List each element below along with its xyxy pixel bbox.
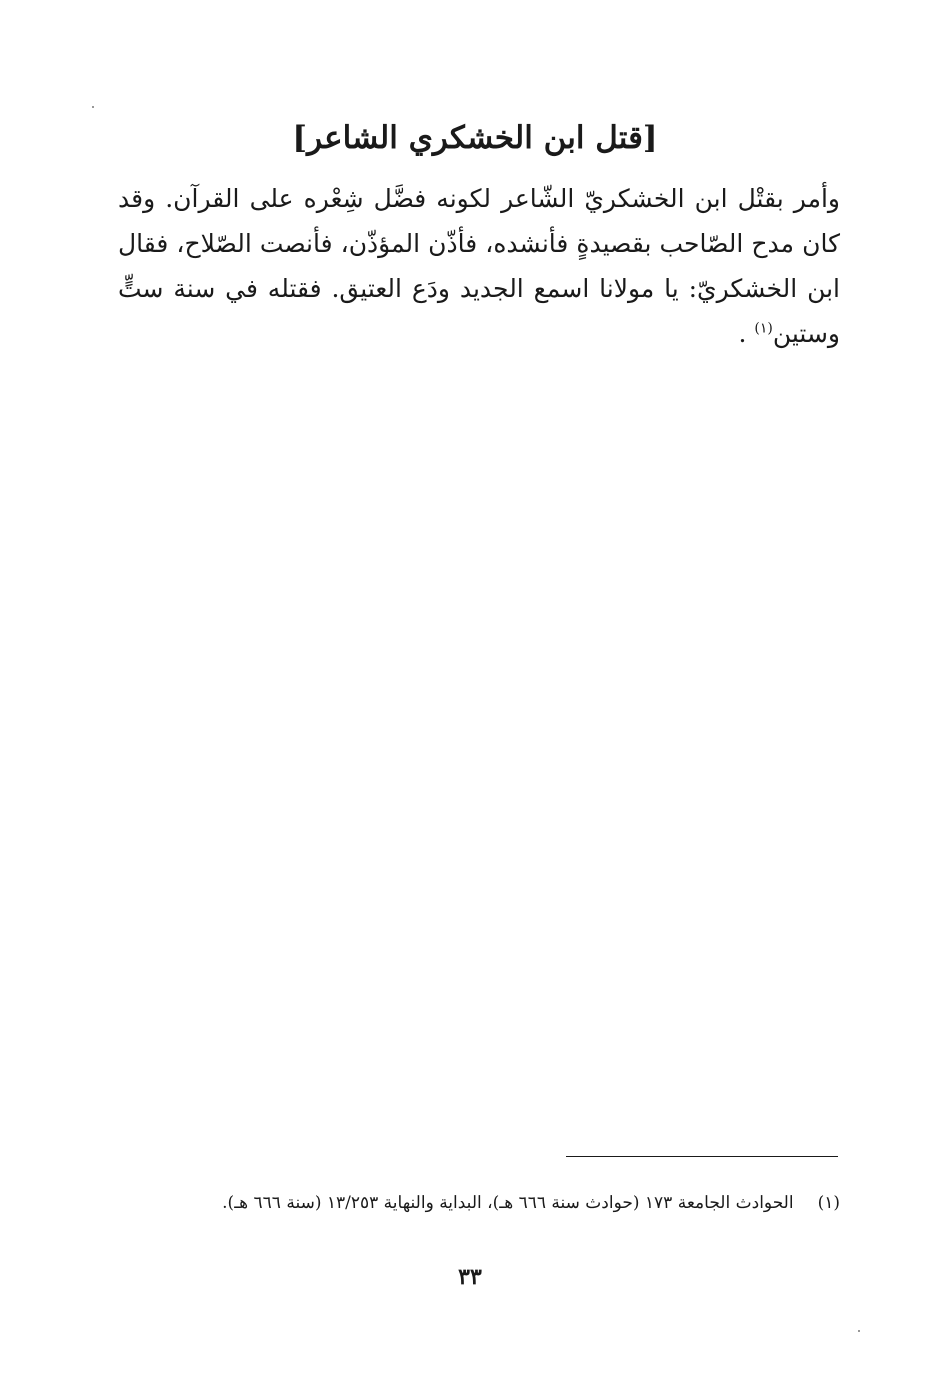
page-number: ٣٣	[458, 1264, 482, 1290]
body-text: وأمر بقتْل ابن الخشكريّ الشّاعر لكونه فضَّل شِعْره على القرآن. وقد كان مدح الصّاحب بقصيدةٍ فأنشده، فأذّن المؤذّن، فأنصت الصّلاح، فقال ابن الخشكريّ: يا مولانا اسمع الجديد ودَع العتيق. فقتله في سنة ستٍّ وستين	[118, 184, 840, 348]
footnote	[100, 1190, 840, 1216]
scan-speck	[858, 1330, 860, 1332]
scan-speck	[92, 106, 94, 108]
section-heading: [قتل ابن الخشكري الشاعر]	[292, 120, 658, 156]
body-end-punctuation: .	[738, 319, 755, 348]
footnote-reference: (١)	[754, 320, 773, 337]
body-paragraph	[118, 176, 840, 356]
footnote-number: (١)	[817, 1193, 840, 1213]
footnote-text: الحوادث الجامعة ١٧٣ (حوادث سنة ٦٦٦ هـ)، البداية والنهاية ١٣/٢٥٣ (سنة ٦٦٦ هـ).	[222, 1193, 794, 1213]
footnote-separator	[566, 1156, 838, 1157]
